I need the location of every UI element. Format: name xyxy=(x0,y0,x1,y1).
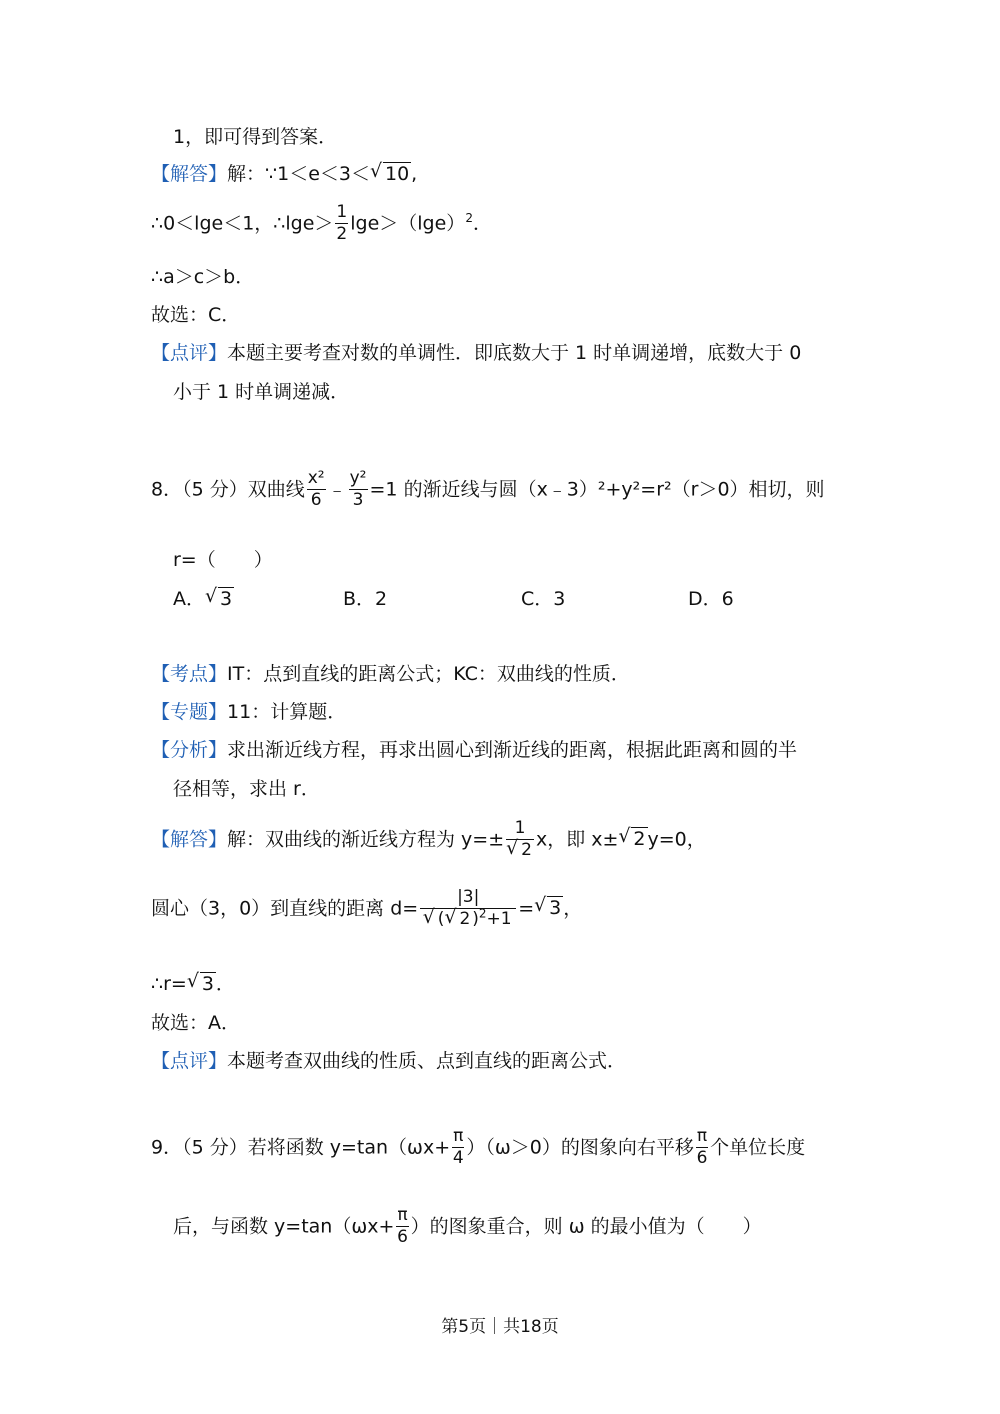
punct: , xyxy=(411,163,418,185)
sqrt-expression xyxy=(534,899,563,918)
denominator: 4 xyxy=(452,1147,464,1168)
page-footer: 第5页｜共18页 xyxy=(441,1317,559,1337)
text-line: ∴a＞c＞b． xyxy=(151,266,255,288)
radicand: 3 xyxy=(549,897,562,920)
fraction-1-sqrt2 xyxy=(506,820,534,860)
option-d: D．6 xyxy=(688,588,734,610)
sqrt-expression xyxy=(506,839,534,860)
math-line xyxy=(151,204,492,244)
numerator: x² xyxy=(307,468,325,488)
fenxi-text: 求出渐近线方程，再求出圆心到渐近线的距离，根据此距离和圆的半 xyxy=(227,739,798,761)
question-text: 个单位长度 xyxy=(710,1136,806,1159)
denominator xyxy=(506,840,534,860)
text-line: 故选：A． xyxy=(151,1012,240,1034)
zhuanti-tag: 【专题】 xyxy=(151,701,228,723)
radicand: 10 xyxy=(384,163,410,185)
text-line: 小于 1 时单调递减． xyxy=(173,381,350,403)
fenxi-line xyxy=(151,741,797,760)
plus-one: +1 xyxy=(486,908,512,929)
radicand: 3 xyxy=(220,588,233,610)
result-text: ∴r= xyxy=(151,973,187,995)
comment-line xyxy=(151,344,801,363)
radicand: 2 xyxy=(521,839,532,860)
kaodian-tag: 【考点】 xyxy=(151,663,228,685)
answer-tag: 【解答】 xyxy=(151,163,228,185)
question-8-stem xyxy=(151,470,825,510)
comment-text: 本题考查双曲线的性质、点到直线的距离公式． xyxy=(227,1050,627,1072)
text-line: 径相等，求出 r． xyxy=(173,778,320,800)
question-text: 9．（5 分）若将函数 y=tan（ωx+ xyxy=(151,1136,451,1159)
denominator: 3 xyxy=(352,489,364,510)
text-line: r=（ ） xyxy=(173,549,273,571)
denominator xyxy=(420,906,516,929)
superscript: 2 xyxy=(478,906,487,921)
question-text: =1 的渐近线与圆（x﹣3）²+y²=r²（r＞0）相切，则 xyxy=(369,478,825,501)
sqrt-expression xyxy=(205,590,234,609)
math-text: lge＞（lge） xyxy=(350,212,466,235)
answer-text: 解：∵1＜e＜3＜ xyxy=(227,163,370,185)
option-a xyxy=(173,590,234,609)
answer-text: x，即 x± xyxy=(535,828,619,851)
kaodian-line xyxy=(151,665,630,684)
kaodian-text: IT：点到直线的距离公式；KC：双曲线的性质． xyxy=(227,663,630,685)
fraction-y2-3 xyxy=(349,470,368,510)
comment-tag: 【点评】 xyxy=(151,342,228,364)
question-text: ）（ω＞0）的图象向右平移 xyxy=(466,1136,694,1159)
question-text: 后，与函数 y=tan（ωx+ xyxy=(173,1215,395,1238)
distance-line xyxy=(151,889,582,929)
option-c: C．3 xyxy=(521,588,566,610)
radicand: 2 xyxy=(633,828,646,851)
radicand: 2 xyxy=(459,908,471,929)
fraction-half xyxy=(335,204,348,244)
comment-tag: 【点评】 xyxy=(151,1050,228,1072)
comment-line xyxy=(151,1052,626,1071)
punct: ， xyxy=(563,897,583,920)
fraction-distance xyxy=(420,889,516,929)
sqrt-expression xyxy=(618,830,647,849)
numerator: π xyxy=(453,1126,464,1146)
radicand: (√ 2 )$^2$+1 xyxy=(436,908,514,929)
result-line xyxy=(151,975,235,994)
sqrt-expression xyxy=(187,975,216,994)
fraction-x2-6 xyxy=(307,470,326,510)
comment-text: 本题主要考查对数的单调性．即底数大于 1 时单调递增，底数大于 0 xyxy=(227,342,802,364)
denominator: 6 xyxy=(696,1147,708,1168)
numerator: y² xyxy=(349,468,367,488)
answer-tag: 【解答】 xyxy=(151,828,228,851)
option-b: B．2 xyxy=(343,588,388,610)
numerator: |3| xyxy=(420,889,516,909)
math-text: ∴0＜lge＜1，∴lge＞ xyxy=(151,212,334,235)
zhuanti-line xyxy=(151,703,346,722)
numerator: 1 xyxy=(506,820,534,840)
distance-text: 圆心（3，0）到直线的距离 d= xyxy=(151,897,419,920)
fraction-pi-6 xyxy=(396,1207,408,1247)
fraction-pi-4 xyxy=(452,1128,464,1168)
denominator: 6 xyxy=(397,1226,408,1247)
denominator: 2 xyxy=(336,223,348,244)
text-line: 故选：C． xyxy=(151,304,241,326)
zhuanti-text: 11：计算题． xyxy=(227,701,347,723)
answer-text: y=0， xyxy=(647,828,706,851)
text-line: 1，即可得到答案． xyxy=(173,126,338,148)
radicand: 3 xyxy=(201,973,214,995)
numerator: π xyxy=(696,1126,708,1146)
punct: ． xyxy=(215,973,235,995)
fenxi-tag: 【分析】 xyxy=(151,739,228,761)
equals: = xyxy=(518,897,535,920)
question-text: ）的图象重合，则 ω 的最小值为（ ） xyxy=(410,1215,762,1238)
sqrt-expression xyxy=(444,908,472,929)
sqrt-expression xyxy=(423,906,514,929)
question-text: 8．（5 分）双曲线 xyxy=(151,478,305,501)
answer-text: 解：双曲线的渐近线方程为 y=± xyxy=(227,828,505,851)
question-9-stem xyxy=(151,1128,805,1168)
fraction-pi-6 xyxy=(696,1128,708,1168)
option-label: A． xyxy=(173,588,205,610)
minus-sign: ﹣ xyxy=(327,478,347,501)
denominator: 6 xyxy=(310,489,322,510)
numerator: π xyxy=(397,1205,408,1225)
question-9-line2 xyxy=(173,1207,762,1247)
superscript: 2 xyxy=(465,211,473,226)
answer-line xyxy=(151,165,417,184)
sqrt-expression xyxy=(370,165,411,184)
punct: ． xyxy=(472,212,492,235)
answer-line xyxy=(151,820,706,860)
numerator: 1 xyxy=(336,202,348,222)
